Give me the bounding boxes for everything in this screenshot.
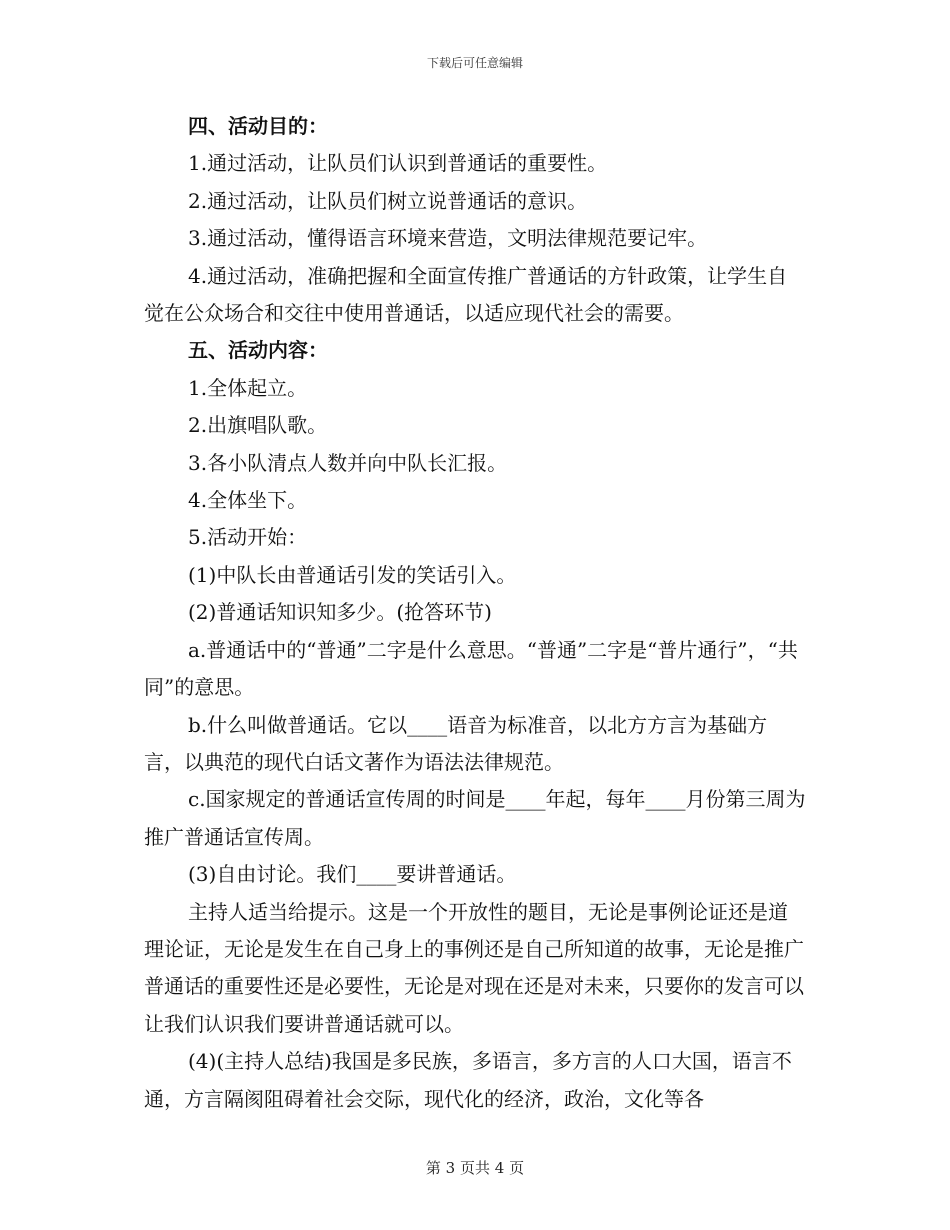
section-heading-content: 五、活动内容：: [188, 338, 328, 363]
paragraph: 1.通过活动，让队员们认识到普通话的重要性。: [188, 151, 608, 176]
section-heading-objectives: 四、活动目的：: [188, 114, 328, 138]
paragraph: 2.出旗唱队歌。: [188, 413, 328, 438]
paragraph: 2.通过活动，让队员们树立说普通话的意识。: [188, 188, 588, 213]
document-body: [144, 108, 806, 1118]
paragraph: 5.活动开始：: [188, 525, 308, 550]
page-header: 下载后可任意编辑: [426, 56, 523, 70]
paragraph: 3.通过活动，懂得语言环境来营造，文明法律规范要记牢。: [188, 226, 708, 251]
paragraph: (2)普通话知识知多少。(抢答环节): [188, 600, 492, 625]
paragraph: a.普通话中的“普通”二字是什么意思。“普通”二字是“普片通行”，“共同”的意思。: [144, 637, 798, 700]
paragraph: (4)(主持人总结)我国是多民族，多语言，多方言的人口大国，语言不通，方言隔阂阻碍着社会交际，现代化的经济，政治，文化等各: [144, 1049, 792, 1111]
paragraph: c.国家规定的普通话宣传周的时间是____年起，每年____月份第三周为推广普通话宣传周。: [144, 787, 806, 849]
paragraph: (1)中队长由普通话引发的笑话引入。: [188, 562, 517, 587]
paragraph: 主持人适当给提示。这是一个开放性的题目，无论是事例论证还是道理论证，无论是发生在自己身上的事例还是自己所知道的故事，无论是推广普通话的重要性还是必要性，无论是对现在还是对未来，只要你的发言可以让我们认识我们要讲普通话就可以。: [144, 899, 804, 1036]
paragraph: (3)自由讨论。我们____要讲普通话。: [188, 862, 517, 887]
page-footer: 第 3 页共 4 页: [425, 1159, 525, 1177]
paragraph: 1.全体起立。: [188, 375, 308, 400]
paragraph: 3.各小队清点人数并向中队长汇报。: [188, 450, 508, 475]
paragraph: 4.全体坐下。: [188, 488, 308, 513]
paragraph: 4.通过活动，准确把握和全面宣传推广普通话的方针政策，让学生自觉在公众场合和交往中使用普通话，以适应现代社会的需要。: [144, 263, 788, 326]
paragraph: b.什么叫做普通话。它以____语音为标准音，以北方方言为基础方言，以典范的现代白话文著作为语法法律规范。: [144, 712, 768, 774]
